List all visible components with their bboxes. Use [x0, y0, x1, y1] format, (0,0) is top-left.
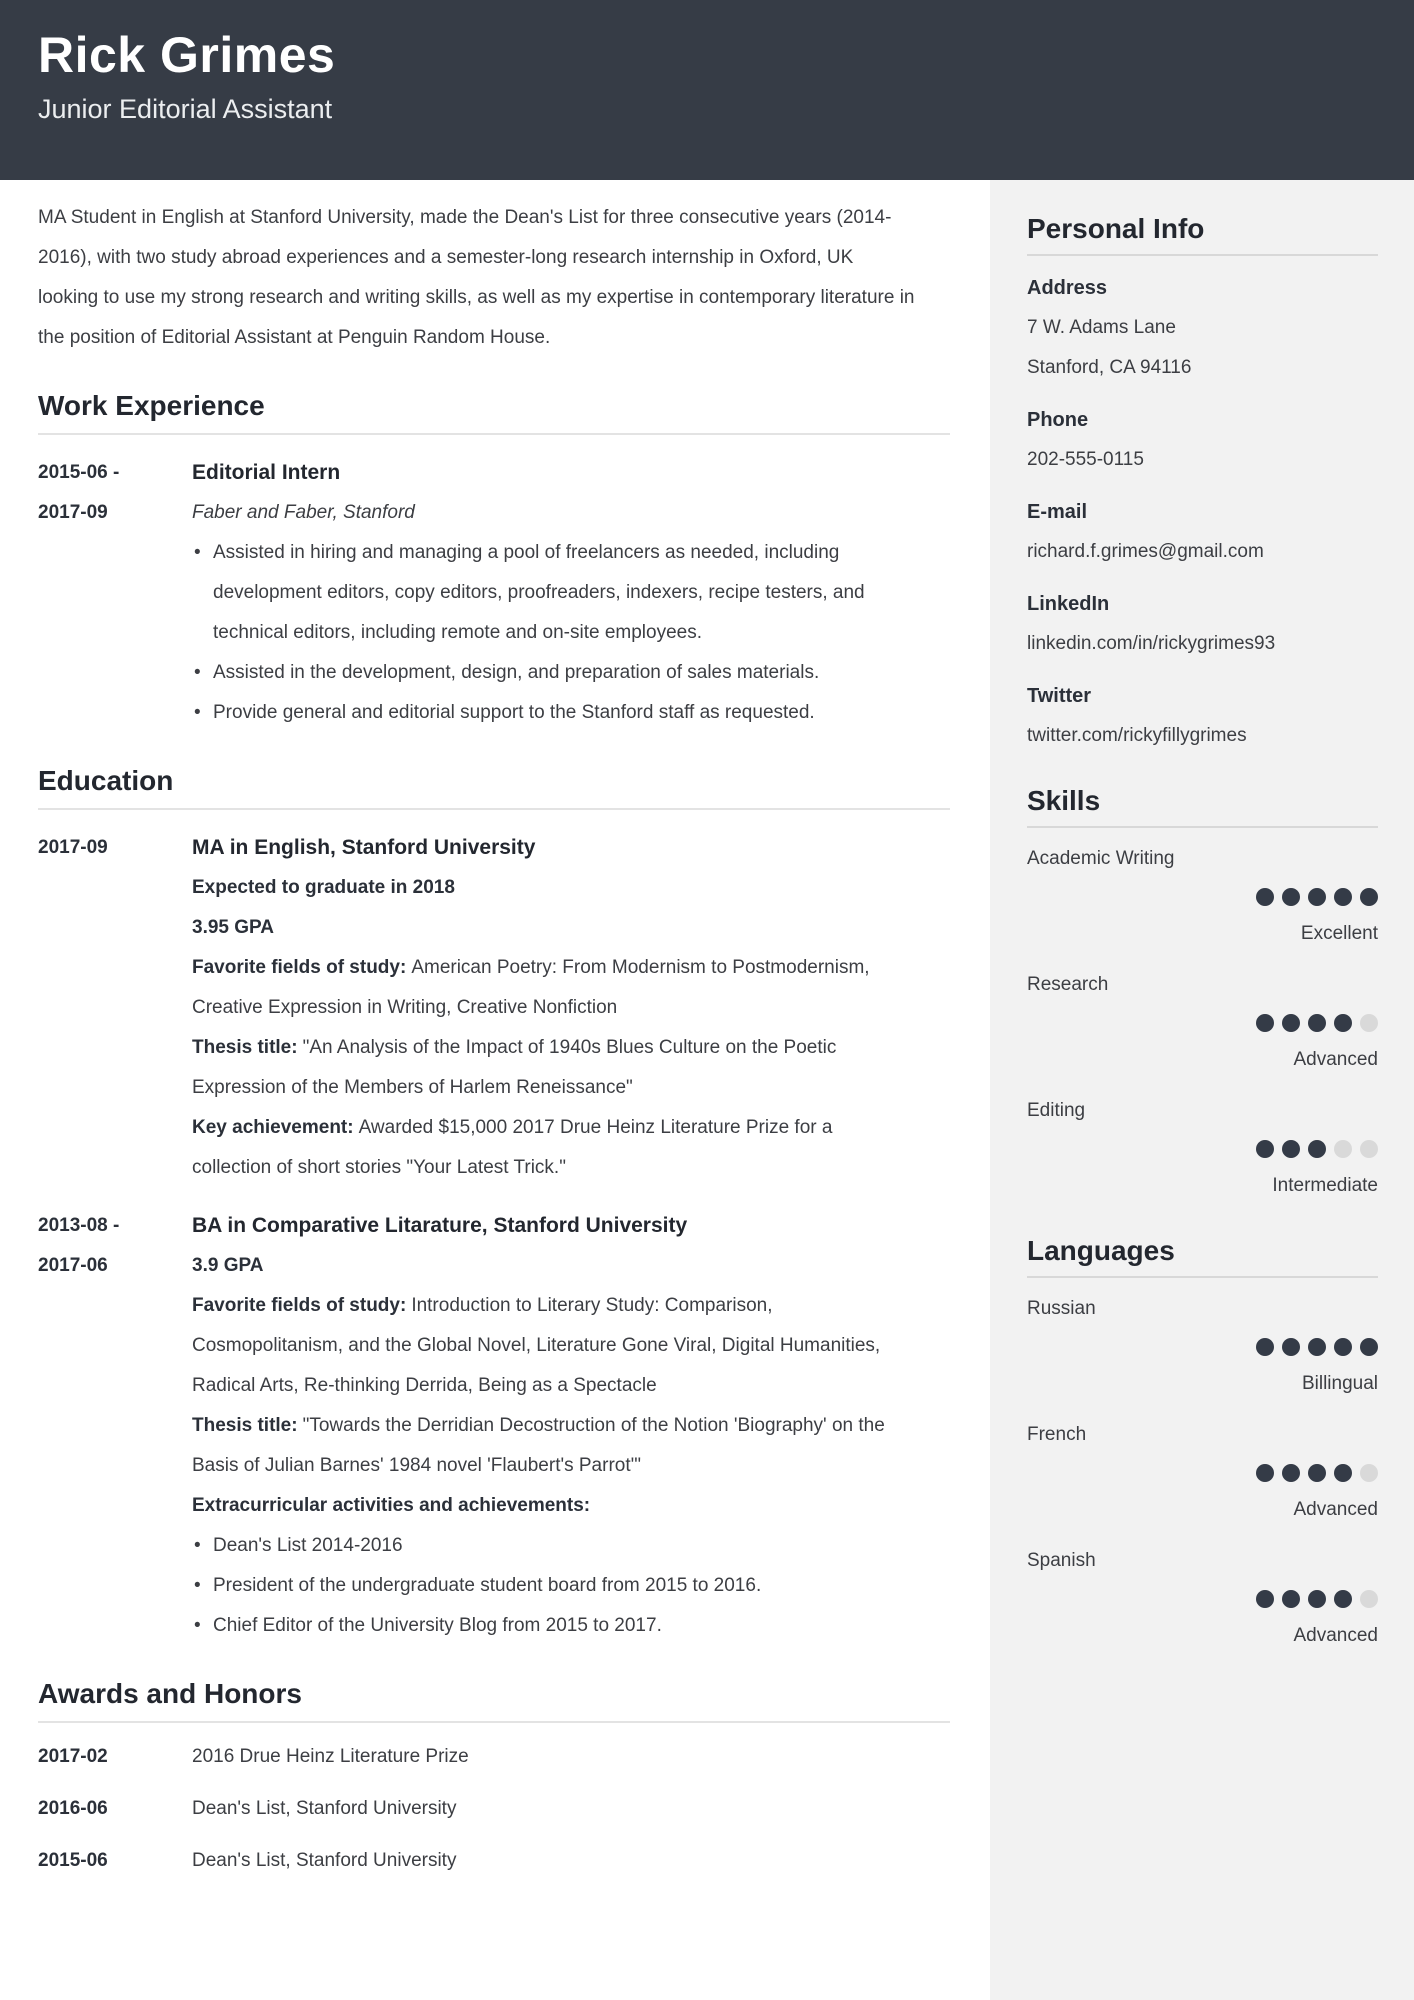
rating-dot [1334, 1590, 1352, 1608]
rating-dot [1360, 1338, 1378, 1356]
rating-dot [1256, 1014, 1274, 1032]
detail-text: American Poetry: From Modernism to Postmodernism, Creative Expression in Writing, Creative Nonfiction [192, 957, 870, 1018]
rating-dot [1360, 1464, 1378, 1482]
rating-dot [1282, 888, 1300, 906]
detail-text: "Towards the Derridian Decostruction of the Notion 'Biography' on the Basis of Julian Barnes' 1984 novel 'Flaubert's Parrot'" [192, 1415, 885, 1476]
education-detail [192, 1406, 887, 1486]
section-heading-awards: Awards and Honors [38, 1680, 950, 1723]
info-value: twitter.com/rickyfillygrimes [1027, 725, 1247, 746]
skill-row [1027, 1091, 1378, 1206]
person-job-title: Junior Editorial Assistant [38, 94, 333, 124]
content-columns [0, 180, 1414, 2000]
education-gpa: 3.95 GPA [192, 917, 275, 938]
bullet-item: • Dean's List 2014-2016 [192, 1526, 882, 1566]
sidebar-title-skills: Skills [1027, 786, 1378, 828]
info-value: 7 W. Adams Lane [1027, 317, 1176, 338]
award-text: 2016 Drue Heinz Literature Prize [192, 1746, 469, 1767]
info-label: LinkedIn [1027, 593, 1110, 615]
award-text: Dean's List, Stanford University [192, 1850, 457, 1871]
bullet-item: • Chief Editor of the University Blog from 2015 to 2017. [192, 1606, 882, 1646]
rating-dot [1256, 1590, 1274, 1608]
education-entry-title: BA in Comparative Litarature, Stanford University [192, 1214, 688, 1237]
detail-label: Key achievement: [192, 1117, 354, 1138]
award-row [38, 1789, 950, 1829]
skill-rating-dots [1027, 1014, 1378, 1032]
language-row [1027, 1541, 1378, 1656]
work-entry [38, 453, 950, 733]
rating-dot [1334, 1464, 1352, 1482]
language-level: Billingual [1301, 1373, 1378, 1394]
language-row [1027, 1415, 1378, 1530]
info-group-address [1027, 268, 1378, 388]
award-row [38, 1737, 950, 1777]
skill-level: Excellent [1300, 923, 1378, 944]
detail-text: Awarded $15,000 2017 Drue Heinz Literature Prize for a collection of short stories "Your Latest Trick." [192, 1117, 833, 1178]
date-end: 2017-09 [38, 502, 108, 523]
award-date: 2017-02 [38, 1746, 108, 1767]
bullet-item: • Assisted in hiring and managing a pool of freelancers as needed, including development editors, copy editors, proofreaders, indexers, recipe testers, and technical editors, including remote and on-site employees. [192, 533, 882, 653]
header [0, 0, 1414, 180]
language-name: Russian [1027, 1298, 1096, 1319]
work-entry-dates [38, 453, 192, 733]
rating-dot [1334, 888, 1352, 906]
rating-dot [1360, 1140, 1378, 1158]
rating-dot [1308, 1464, 1326, 1482]
sidebar-title-languages: Languages [1027, 1236, 1378, 1278]
rating-dot [1256, 888, 1274, 906]
language-level: Advanced [1293, 1499, 1378, 1520]
education-detail [192, 1028, 887, 1108]
language-name: Spanish [1027, 1550, 1096, 1571]
work-entry-body [192, 453, 950, 733]
language-level: Advanced [1293, 1625, 1378, 1646]
rating-dot [1282, 1338, 1300, 1356]
detail-label: Favorite fields of study: [192, 1295, 407, 1316]
language-name: French [1027, 1424, 1087, 1445]
extracurricular-label: Extracurricular activities and achievements: [192, 1495, 591, 1516]
skill-rating-dots [1027, 888, 1378, 906]
skill-name: Academic Writing [1027, 848, 1175, 869]
skill-row [1027, 839, 1378, 954]
info-label: E-mail [1027, 501, 1088, 523]
rating-dot [1308, 888, 1326, 906]
info-group-twitter [1027, 676, 1378, 756]
detail-label: Thesis title: [192, 1037, 298, 1058]
award-row [38, 1841, 950, 1881]
rating-dot [1282, 1464, 1300, 1482]
skill-rating-dots [1027, 1140, 1378, 1158]
person-name: Rick Grimes [38, 27, 336, 83]
info-group-email [1027, 492, 1378, 572]
rating-dot [1256, 1338, 1274, 1356]
language-rating-dots [1027, 1338, 1378, 1356]
info-group-linkedin [1027, 584, 1378, 664]
skill-level: Intermediate [1272, 1175, 1378, 1196]
education-entry-dates [38, 1206, 192, 1646]
rating-dot [1308, 1338, 1326, 1356]
date-start: 2013-08 - [38, 1215, 120, 1236]
rating-dot [1282, 1140, 1300, 1158]
rating-dot [1334, 1140, 1352, 1158]
education-detail [192, 948, 887, 1028]
education-entry-dates [38, 828, 192, 1188]
language-row [1027, 1289, 1378, 1404]
rating-dot [1308, 1590, 1326, 1608]
rating-dot [1308, 1014, 1326, 1032]
rating-dot [1308, 1140, 1326, 1158]
info-label: Phone [1027, 409, 1089, 431]
bullet-item: • President of the undergraduate student board from 2015 to 2016. [192, 1566, 882, 1606]
education-bullet-list [192, 1526, 882, 1646]
education-detail [192, 1108, 887, 1188]
language-rating-dots [1027, 1464, 1378, 1482]
sidebar-title-personal-info: Personal Info [1027, 214, 1378, 256]
rating-dot [1282, 1014, 1300, 1032]
detail-text: Introduction to Literary Study: Comparison, Cosmopolitanism, and the Global Novel, Literature Gone Viral, Digital Humanities, Radical Arts, Re-thinking Derrida, Being as a Spectacle [192, 1295, 881, 1396]
summary-paragraph: MA Student in English at Stanford University, made the Dean's List for three consecutive years (2014-2016), with two study abroad experiences and a semester-long research internship in Oxford, UK looking to use my strong research and writing skills, as well as my expertise in contemporary literature in the position of Editorial Assistant at Penguin Random House. [38, 207, 915, 348]
education-entry-body [192, 1206, 950, 1646]
rating-dot [1282, 1590, 1300, 1608]
skill-name: Research [1027, 974, 1109, 995]
date-end: 2017-06 [38, 1255, 108, 1276]
info-value: Stanford, CA 94116 [1027, 357, 1192, 378]
bullet-item: • Provide general and editorial support to the Stanford staff as requested. [192, 693, 882, 733]
award-date: 2016-06 [38, 1798, 108, 1819]
skill-level: Advanced [1293, 1049, 1378, 1070]
education-bold-line: Expected to graduate in 2018 [192, 877, 455, 898]
education-detail [192, 1286, 887, 1406]
date-start: 2017-09 [38, 837, 108, 858]
rating-dot [1334, 1014, 1352, 1032]
info-value: linkedin.com/in/rickygrimes93 [1027, 633, 1276, 654]
info-label: Twitter [1027, 685, 1092, 707]
work-entry-title: Editorial Intern [192, 461, 341, 484]
rating-dot [1360, 1590, 1378, 1608]
education-entry-body [192, 828, 950, 1188]
section-heading-education: Education [38, 767, 950, 810]
rating-dot [1360, 888, 1378, 906]
skill-row [1027, 965, 1378, 1080]
date-start: 2015-06 - [38, 462, 120, 483]
skill-name: Editing [1027, 1100, 1086, 1121]
rating-dot [1360, 1014, 1378, 1032]
education-entry-title: MA in English, Stanford University [192, 836, 536, 859]
education-gpa: 3.9 GPA [192, 1255, 264, 1276]
info-group-phone [1027, 400, 1378, 480]
language-rating-dots [1027, 1590, 1378, 1608]
rating-dot [1256, 1140, 1274, 1158]
detail-label: Thesis title: [192, 1415, 298, 1436]
rating-dot [1256, 1464, 1274, 1482]
education-entry-ma [38, 828, 950, 1188]
work-bullet-list [192, 533, 882, 733]
section-heading-work-experience: Work Experience [38, 392, 950, 435]
sidebar [990, 180, 1414, 2000]
detail-label: Favorite fields of study: [192, 957, 407, 978]
main-column [0, 180, 990, 2000]
education-entry-ba [38, 1206, 950, 1646]
info-value: richard.f.grimes@gmail.com [1027, 541, 1264, 562]
award-text: Dean's List, Stanford University [192, 1798, 457, 1819]
bullet-item: • Assisted in the development, design, and preparation of sales materials. [192, 653, 882, 693]
info-value: 202-555-0115 [1027, 449, 1144, 470]
rating-dot [1334, 1338, 1352, 1356]
info-label: Address [1027, 277, 1108, 299]
detail-text: "An Analysis of the Impact of 1940s Blues Culture on the Poetic Expression of the Members of Harlem Reneissance" [192, 1037, 837, 1098]
award-date: 2015-06 [38, 1850, 108, 1871]
work-entry-company: Faber and Faber, Stanford [192, 502, 415, 523]
